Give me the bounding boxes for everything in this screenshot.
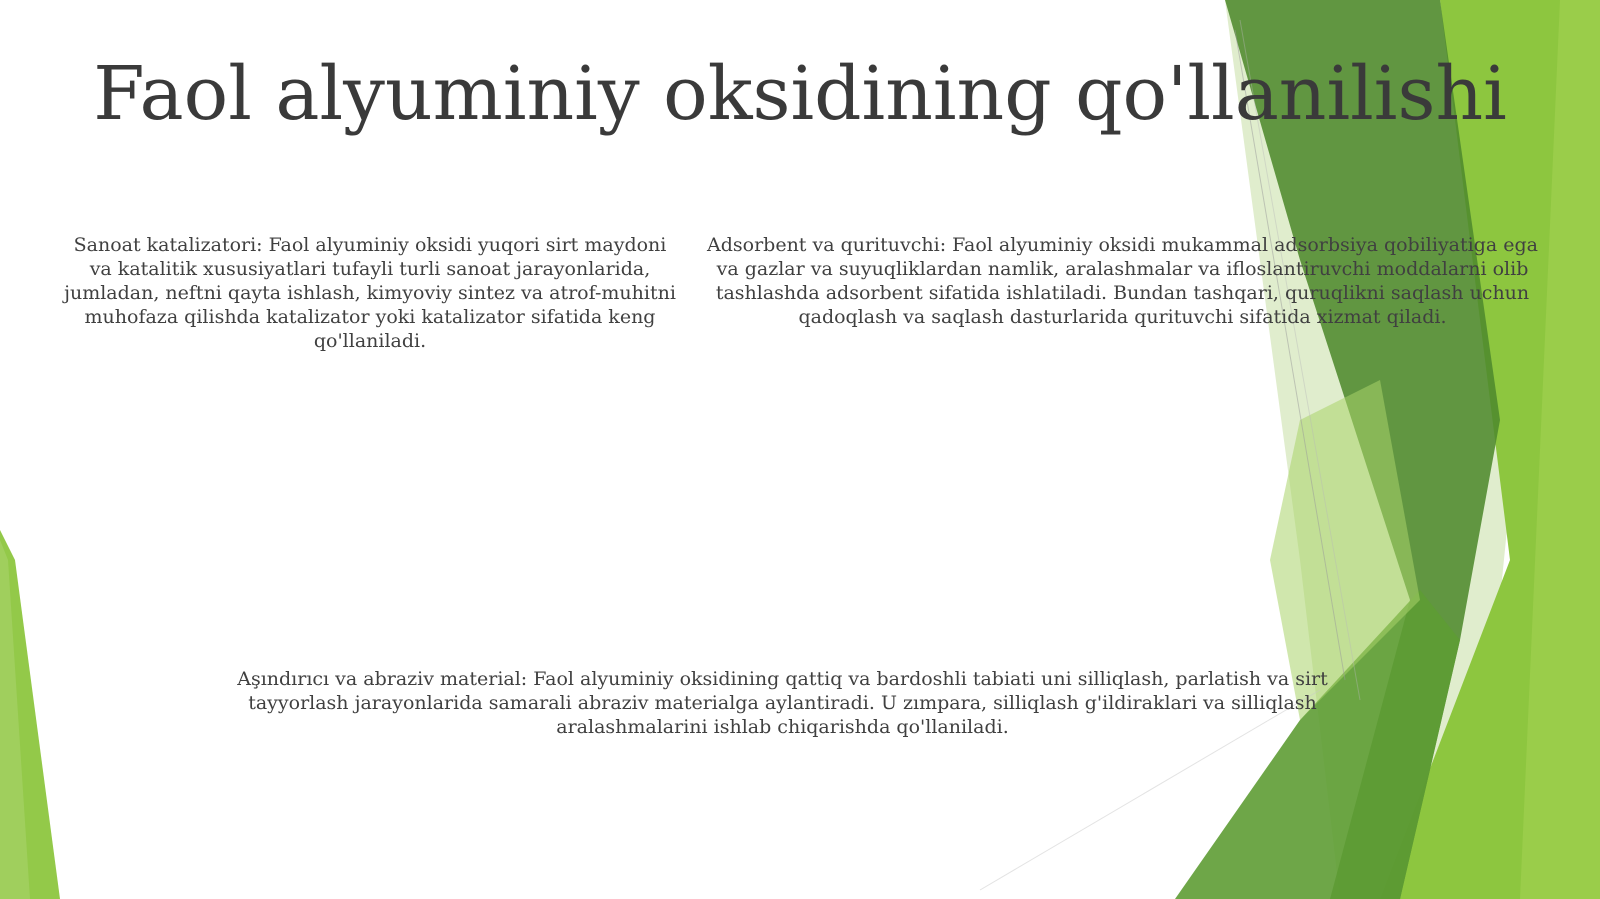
abrasive-paragraph: Aşındırıcı va abraziv material: Faol alyuminiy oksidining qattiq va bardoshli tabiati uni silliqlash, parlatish va sirt tayyorlash jarayonlarida samarali abraziv materialga aylantiradi. U zımpara, silliqlash g'ildiraklari va silliqlash aralashmalarini ishlab chiqarishda qo'llaniladi. bbox=[237, 668, 1328, 738]
catalyst-paragraph: Sanoat katalizatori: Faol alyuminiy oksidi yuqori sirt maydoni va katalitik xususiyatlari tufayli turli sanoat jarayonlarida, jumladan, neftni qayta ishlash, kimyoviy sintez va atrof-muhitni muhofaza qilishda katalizator yoki katalizator sifatida keng qo'llaniladi. bbox=[64, 234, 676, 352]
slide-title: Faol alyuminiy oksidining qo'llanilishi bbox=[93, 51, 1507, 137]
adsorbent-paragraph: Adsorbent va qurituvchi: Faol alyuminiy oksidi mukammal adsorbsiya qobiliyatiga ega va gazlar va suyuqliklardan namlik, aralashmalar va ifloslantiruvchi moddalarni olib tashlashda adsorbent sifatida ishlatiladi. Bundan tashqari, quruqlikni saqlash uchun qadoqlash va saqlash dasturlarida qurituvchi sifatida xizmat qiladi. bbox=[707, 234, 1538, 328]
